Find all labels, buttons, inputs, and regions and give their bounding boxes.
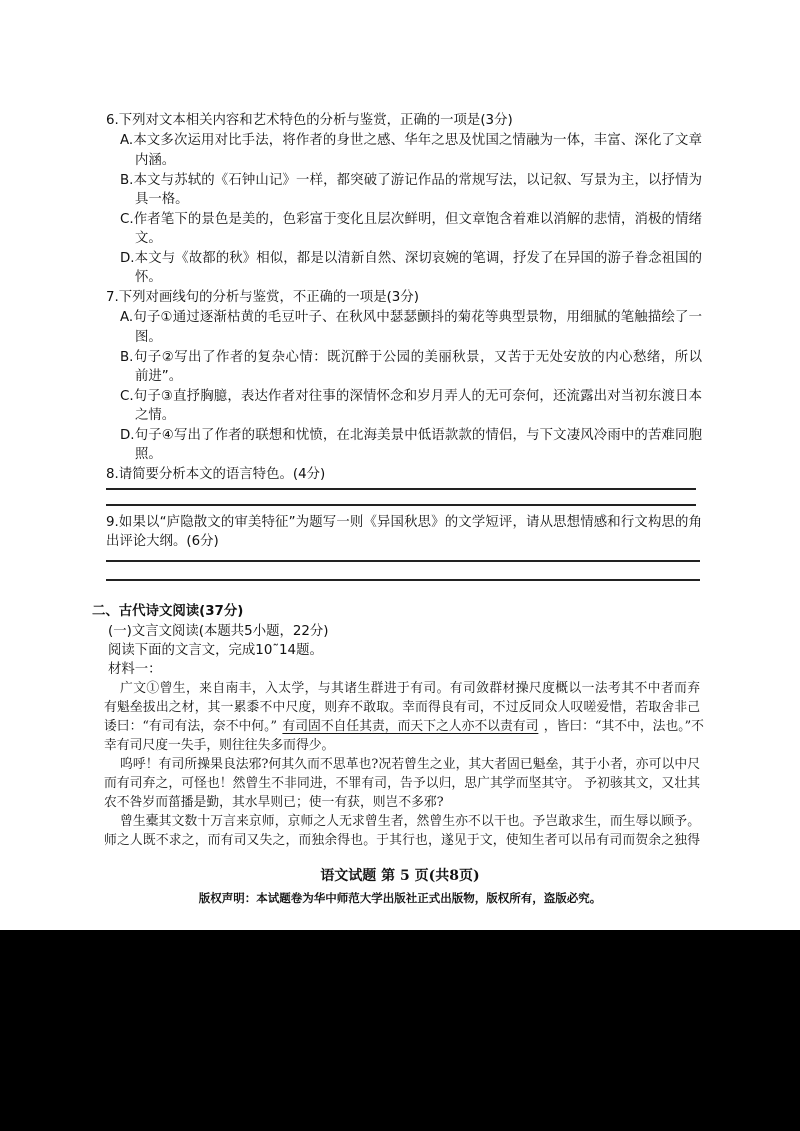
passage-line: 广文①曾生，来自南丰，入太学，与其诸生群进于有司。有司敛群材操尺度概以一法考其不中者而弃	[120, 681, 700, 696]
question-9-stem-cont: 出评论大纲。(6分)	[106, 534, 219, 549]
answer-line	[106, 560, 700, 562]
q6-option-d-cont: 怀。	[135, 270, 162, 285]
q6-option-c-cont: 文。	[135, 231, 162, 246]
passage-line: 师之人既不求之，而有司又失之，而独余得也。于其行也，遂见于文，使知生者可以吊有司而贺余之独得	[104, 833, 700, 848]
underlined-sentence: 有司固不自任其责，而天下之人亦不以责有司	[282, 719, 539, 734]
passage-line: 呜呼！有司所操果良法邪?何其久而不思革也?况若曾生之业，其大者固已魁垒，其于小者，亦可以中尺	[120, 757, 700, 772]
q7-option-c-cont: 之情。	[135, 408, 176, 423]
q7-option-a: A.句子①通过逐渐枯黄的毛豆叶子、在秋风中瑟瑟颤抖的菊花等典型景物，用细腻的笔触描绘了一	[120, 310, 702, 325]
passage-line: 幸有司尺度一失手，则往往失多而得少。	[104, 738, 335, 753]
answer-line	[106, 579, 700, 581]
question-6-stem: 6.下列对文本相关内容和艺术特色的分析与鉴赏，正确的一项是(3分)	[106, 113, 513, 128]
copyright-notice: 版权声明：本试题卷为华中师范大学出版社正式出版物，版权所有，盗版必究。	[198, 891, 602, 905]
q7-option-d-cont: 照。	[135, 447, 162, 462]
passage-text: 诿曰：“有司有法，奈不中何。”	[104, 719, 278, 734]
passage-text: ，皆曰：“其不中，法也。”不	[543, 719, 704, 734]
material-label: 材料一：	[108, 662, 162, 677]
section-2-title: 二、古代诗文阅读(37分)	[92, 604, 244, 619]
q6-option-a: A.本文多次运用对比手法，将作者的身世之感、华年之思及忧国之情融为一体，丰富、深化了文章	[120, 133, 702, 148]
passage-line: 农不咎岁而菑播是勤，其水旱则已；使一有获，则岂不多邪?	[104, 795, 444, 810]
q7-option-b-cont: 前进”。	[135, 369, 183, 384]
q6-option-d: D.本文与《故都的秋》相似，都是以清新自然、深切哀婉的笔调，抒发了在异国的游子眷念祖国的	[120, 251, 702, 266]
answer-line	[106, 488, 696, 490]
q7-option-a-cont: 图。	[135, 330, 162, 345]
passage-line: 而有司弃之，可怪也！然曾生不非同进，不罪有司，告予以归，思广其学而坚其守。 予初骇其文，又壮其	[104, 776, 700, 791]
q6-option-a-cont: 内涵。	[135, 153, 176, 168]
subsection-title: (一)文言文阅读(本题共5小题，22分)	[108, 624, 329, 639]
passage-line: 曾生橐其文数十万言来京师，京师之人无求曾生者，然曾生亦不以干也。予岂敢求生，而生辱以顾予。	[120, 814, 700, 829]
answer-line	[106, 504, 696, 506]
question-7-stem: 7.下列对画线句的分析与鉴赏，不正确的一项是(3分)	[106, 290, 419, 305]
passage-line: 有魁垒拔出之材，其一累黍不中尺度，则弃不敢取。幸而得良有司，不过反同众人叹嗟爱惜，若取舍非己	[104, 700, 700, 715]
page-number: 语文试题 第 5 页(共8页)	[320, 868, 480, 884]
q6-option-b: B.本文与苏轼的《石钟山记》一样，都突破了游记作品的常规写法，以记叙、写景为主，以抒情为	[120, 173, 702, 188]
question-8-stem: 8.请简要分析本文的语言特色。(4分)	[106, 467, 326, 482]
q6-option-b-cont: 具一格。	[135, 192, 189, 207]
q7-option-d: D.句子④写出了作者的联想和忧愤，在北海美景中低语款款的情侣，与下文凄风冷雨中的苦难同胞	[120, 428, 702, 443]
passage-line	[104, 718, 704, 736]
reading-instruction: 阅读下面的文言文，完成10˜14题。	[108, 643, 323, 658]
q6-option-c: C.作者笔下的景色是美的，色彩富于变化且层次鲜明，但文章饱含着难以消解的悲情，消极的情绪	[120, 212, 702, 227]
q7-option-b: B.句子②写出了作者的复杂心情：既沉醉于公园的美丽秋景，又苦于无处安放的内心愁绪，所以	[120, 350, 702, 365]
q7-option-c: C.句子③直抒胸臆，表达作者对往事的深情怀念和岁月弄人的无可奈何，还流露出对当初东渡日本	[120, 389, 702, 404]
question-9-stem: 9.如果以“庐隐散文的审美特征”为题写一则《异国秋思》的文学短评，请从思想情感和行文构思的角	[106, 515, 702, 530]
